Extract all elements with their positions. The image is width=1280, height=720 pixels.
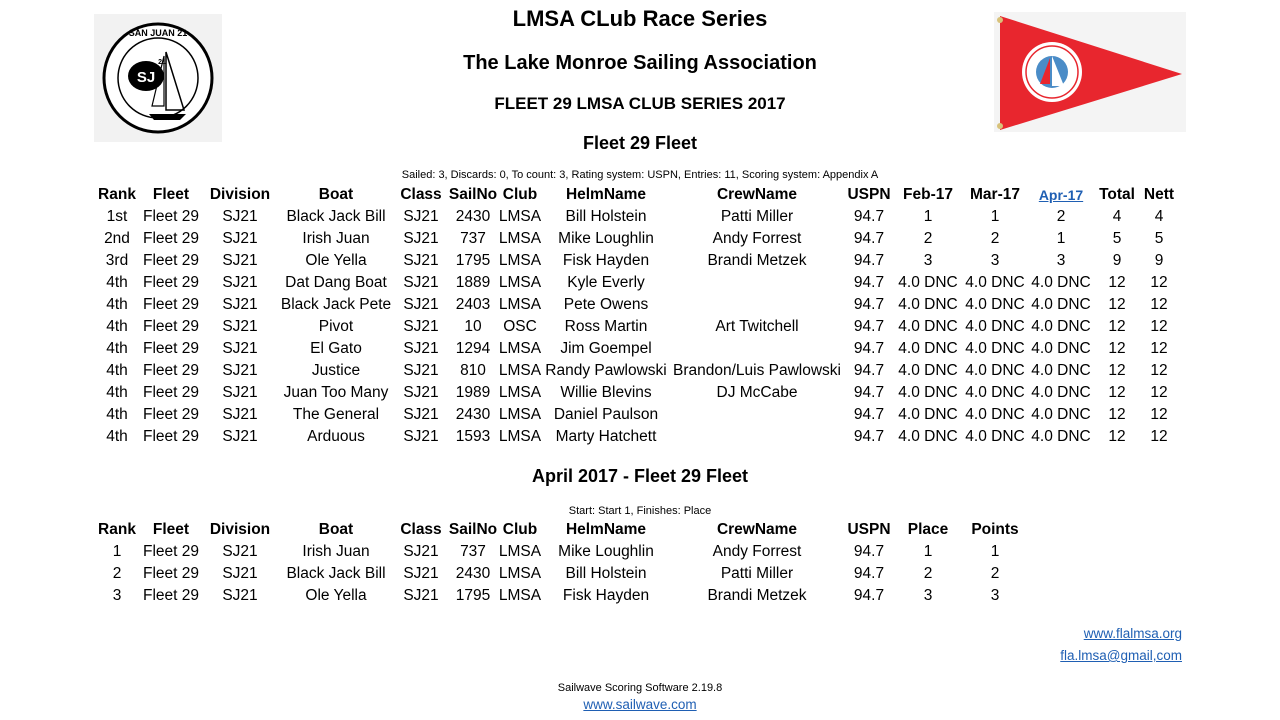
table-cell: 1795 — [455, 587, 491, 604]
table-cell: 4th — [106, 340, 128, 357]
table-cell: SJ21 — [222, 340, 258, 357]
table-cell: SJ21 — [222, 362, 258, 379]
table-cell: 9 — [1112, 252, 1122, 269]
software-credit: Sailwave Scoring Software 2.19.8 — [557, 682, 723, 694]
table-cell: Marty Hatchett — [555, 428, 657, 445]
svg-text:SAN JUAN 21: SAN JUAN 21 — [128, 28, 188, 38]
table-cell: 4.0 DNC — [898, 362, 958, 379]
table-cell: 3rd — [105, 252, 129, 269]
table-cell: Fleet 29 — [142, 230, 199, 247]
table-cell: Mike Loughlin — [558, 543, 654, 560]
table-cell: 4.0 DNC — [898, 428, 958, 445]
table-cell: Patti Miller — [720, 565, 794, 582]
table-cell: SJ21 — [222, 296, 258, 313]
table-cell: 12 — [1150, 318, 1168, 335]
table-cell: Andy Forrest — [712, 230, 802, 247]
table-cell: 4.0 DNC — [965, 384, 1025, 401]
table-cell: Fleet 29 — [142, 340, 199, 357]
table-row — [94, 563, 1028, 585]
table-cell: 1 — [1056, 230, 1066, 247]
sailwave-link[interactable]: www.sailwave.com — [583, 697, 697, 712]
table-cell: Pete Owens — [563, 296, 649, 313]
table-cell: Andy Forrest — [712, 543, 802, 560]
table-cell: 94.7 — [853, 362, 885, 379]
col-fleet: Fleet — [152, 521, 190, 538]
table-cell: 1 — [112, 543, 122, 560]
col-feb-17: Feb-17 — [903, 186, 953, 203]
table-cell: SJ21 — [403, 565, 439, 582]
table-cell: Dat Dang Boat — [285, 274, 387, 291]
table-cell — [670, 338, 844, 360]
race-results-table — [94, 519, 1028, 607]
col-nett: Nett — [1143, 186, 1175, 203]
table-cell: 94.7 — [853, 318, 885, 335]
col-club: Club — [502, 521, 538, 538]
table-cell: 12 — [1150, 428, 1168, 445]
table-cell: 12 — [1108, 340, 1126, 357]
table-cell: 4.0 DNC — [1031, 274, 1091, 291]
table-cell: 4.0 DNC — [1031, 296, 1091, 313]
col-apr-17-link[interactable]: Apr-17 — [1038, 187, 1084, 203]
table-cell: 9 — [1154, 252, 1164, 269]
summary-info: Sailed: 3, Discards: 0, To count: 3, Rating system: USPN, Entries: 11, Scoring system: Appendix A — [401, 169, 879, 181]
table-cell: 3 — [990, 252, 1000, 269]
table-cell: 4.0 DNC — [965, 318, 1025, 335]
table-cell: 4.0 DNC — [965, 406, 1025, 423]
table-row — [94, 382, 1178, 404]
table-cell: Arduous — [307, 428, 365, 445]
table-cell: SJ21 — [222, 208, 258, 225]
table-cell: 12 — [1108, 296, 1126, 313]
table-cell: 94.7 — [853, 384, 885, 401]
table-cell: 5 — [1112, 230, 1122, 247]
table-cell: 2nd — [104, 230, 130, 247]
table-row — [94, 206, 1178, 228]
table-cell: 94.7 — [853, 296, 885, 313]
table-cell: LMSA — [498, 296, 542, 313]
table-cell: Fisk Hayden — [562, 587, 650, 604]
table-cell: 737 — [460, 230, 486, 247]
summary-results-table — [94, 184, 1178, 448]
race-header-row — [94, 519, 1028, 541]
table-cell: Justice — [311, 362, 361, 379]
table-cell: Fleet 29 — [142, 543, 199, 560]
table-cell: SJ21 — [403, 252, 439, 269]
table-cell: 4th — [106, 362, 128, 379]
table-cell: Fleet 29 — [142, 428, 199, 445]
table-cell: SJ21 — [222, 428, 258, 445]
table-cell: Willie Blevins — [560, 384, 652, 401]
table-cell: 1795 — [455, 252, 491, 269]
table-cell: 12 — [1150, 296, 1168, 313]
table-cell: 4.0 DNC — [1031, 318, 1091, 335]
organization-name: The Lake Monroe Sailing Association — [463, 52, 817, 74]
table-cell: 4th — [106, 384, 128, 401]
table-cell: 12 — [1150, 406, 1168, 423]
table-cell: LMSA — [498, 384, 542, 401]
table-cell: 4 — [1112, 208, 1122, 225]
table-row — [94, 228, 1178, 250]
col-boat: Boat — [318, 521, 354, 538]
table-cell: 4.0 DNC — [965, 274, 1025, 291]
table-cell: LMSA — [498, 406, 542, 423]
table-cell: 1989 — [455, 384, 491, 401]
page-title: LMSA CLub Race Series — [512, 6, 768, 31]
table-cell: LMSA — [498, 208, 542, 225]
table-cell: Fleet 29 — [142, 384, 199, 401]
table-cell: SJ21 — [222, 252, 258, 269]
table-cell: SJ21 — [222, 318, 258, 335]
table-cell: Fleet 29 — [142, 406, 199, 423]
table-cell: 2 — [112, 565, 122, 582]
table-cell: 2 — [990, 565, 1000, 582]
table-cell: Pivot — [318, 318, 354, 335]
table-cell: 4th — [106, 296, 128, 313]
table-cell: 4.0 DNC — [898, 296, 958, 313]
table-cell: LMSA — [498, 543, 542, 560]
table-cell: Black Jack Bill — [286, 565, 386, 582]
table-cell: 12 — [1108, 362, 1126, 379]
table-cell: 94.7 — [853, 406, 885, 423]
table-cell: Mike Loughlin — [558, 230, 654, 247]
table-cell: SJ21 — [222, 274, 258, 291]
table-cell: SJ21 — [403, 230, 439, 247]
table-cell: 4.0 DNC — [898, 406, 958, 423]
table-cell: 3 — [1056, 252, 1066, 269]
table-cell: Fleet 29 — [142, 587, 199, 604]
table-cell: Bill Holstein — [565, 208, 647, 225]
table-cell: 12 — [1150, 340, 1168, 357]
table-cell: Fisk Hayden — [562, 252, 650, 269]
table-cell: 4.0 DNC — [965, 362, 1025, 379]
website-link[interactable]: www.flalmsa.org — [1083, 626, 1182, 641]
table-row — [94, 316, 1178, 338]
col-rank: Rank — [98, 186, 136, 203]
table-cell: 2 — [1056, 208, 1066, 225]
table-cell: Fleet 29 — [142, 565, 199, 582]
table-cell: 1st — [106, 208, 128, 225]
table-cell: SJ21 — [403, 296, 439, 313]
table-cell: 2 — [990, 230, 1000, 247]
table-cell: 3 — [923, 587, 933, 604]
table-cell: 4.0 DNC — [898, 384, 958, 401]
table-cell: 737 — [460, 543, 486, 560]
table-cell: 1294 — [455, 340, 491, 357]
table-cell: Fleet 29 — [142, 252, 199, 269]
svg-text:21: 21 — [158, 59, 166, 66]
table-cell: Fleet 29 — [142, 274, 199, 291]
table-cell: 4 — [1154, 208, 1164, 225]
table-cell — [670, 426, 844, 448]
table-row — [94, 404, 1178, 426]
table-row — [94, 294, 1178, 316]
table-row — [94, 250, 1178, 272]
table-cell: 4.0 DNC — [1031, 340, 1091, 357]
table-cell: Ole Yella — [305, 252, 367, 269]
table-cell: 94.7 — [853, 230, 885, 247]
table-cell: 810 — [460, 362, 486, 379]
email-link[interactable]: fla.lmsa@gmail,com — [1060, 648, 1182, 663]
table-cell: SJ21 — [403, 340, 439, 357]
table-cell: Irish Juan — [302, 543, 370, 560]
col-class: Class — [400, 186, 442, 203]
table-cell: OSC — [503, 318, 537, 335]
col-division: Division — [209, 521, 271, 538]
col-crewname: CrewName — [716, 186, 798, 203]
table-cell: El Gato — [310, 340, 362, 357]
san-juan-21-logo — [94, 14, 222, 142]
table-cell: Ole Yella — [305, 587, 367, 604]
col-uspn: USPN — [847, 521, 891, 538]
table-cell: SJ21 — [403, 274, 439, 291]
table-row — [94, 360, 1178, 382]
table-cell: Fleet 29 — [142, 362, 199, 379]
table-cell: Fleet 29 — [142, 318, 199, 335]
table-cell: 3 — [923, 252, 933, 269]
footer-link-wrap — [0, 697, 1280, 712]
table-cell: SJ21 — [403, 587, 439, 604]
table-cell: 4.0 DNC — [1031, 362, 1091, 379]
table-cell: 5 — [1154, 230, 1164, 247]
table-cell: 4th — [106, 274, 128, 291]
svg-text:SJ: SJ — [136, 69, 156, 86]
table-cell: 4.0 DNC — [898, 340, 958, 357]
table-cell — [670, 272, 844, 294]
table-cell: SJ21 — [222, 230, 258, 247]
table-cell — [670, 294, 844, 316]
col-division: Division — [209, 186, 271, 203]
col-boat: Boat — [318, 186, 354, 203]
table-cell: SJ21 — [403, 318, 439, 335]
table-cell: 4.0 DNC — [1031, 428, 1091, 445]
table-cell: SJ21 — [403, 362, 439, 379]
table-cell: Jim Goempel — [560, 340, 652, 357]
col-total: Total — [1099, 186, 1135, 203]
table-cell: The General — [292, 406, 380, 423]
summary-header-row — [94, 184, 1178, 206]
table-cell: LMSA — [498, 565, 542, 582]
table-cell: 4th — [106, 428, 128, 445]
table-cell: Fleet 29 — [142, 296, 199, 313]
table-cell: Black Jack Pete — [280, 296, 392, 313]
table-cell: LMSA — [498, 428, 542, 445]
table-row — [94, 541, 1028, 563]
table-cell: 4th — [106, 318, 128, 335]
table-row — [94, 426, 1178, 448]
table-cell: 12 — [1108, 274, 1126, 291]
table-row — [94, 272, 1178, 294]
table-cell: 2403 — [455, 296, 491, 313]
table-cell: 1 — [923, 543, 933, 560]
table-cell: Bill Holstein — [565, 565, 647, 582]
table-cell: 2430 — [455, 208, 491, 225]
table-cell: 2 — [923, 565, 933, 582]
table-cell: SJ21 — [222, 543, 258, 560]
table-cell: Juan Too Many — [283, 384, 389, 401]
table-cell: SJ21 — [222, 406, 258, 423]
table-cell: Brandi Metzek — [707, 252, 807, 269]
table-cell: 4.0 DNC — [898, 274, 958, 291]
table-cell: Ross Martin — [564, 318, 648, 335]
table-cell: 4.0 DNC — [1031, 406, 1091, 423]
table-cell: 12 — [1108, 428, 1126, 445]
col-fleet: Fleet — [152, 186, 190, 203]
table-cell: 94.7 — [853, 587, 885, 604]
col-crewname: CrewName — [716, 521, 798, 538]
table-cell: 12 — [1108, 318, 1126, 335]
table-cell: LMSA — [498, 340, 542, 357]
table-cell: 10 — [464, 318, 482, 335]
table-cell: Patti Miller — [720, 208, 794, 225]
table-cell: 1 — [923, 208, 933, 225]
table-cell: 4.0 DNC — [965, 340, 1025, 357]
table-cell: 94.7 — [853, 428, 885, 445]
col-uspn: USPN — [847, 186, 891, 203]
col-sailno: SailNo — [448, 521, 498, 538]
col-rank: Rank — [98, 521, 136, 538]
table-cell: 94.7 — [853, 208, 885, 225]
table-cell: LMSA — [498, 362, 542, 379]
race-title: April 2017 - Fleet 29 Fleet — [531, 466, 749, 486]
table-cell: 4th — [106, 406, 128, 423]
col-points: Points — [971, 521, 1019, 538]
col-class: Class — [400, 521, 442, 538]
col-helmname: HelmName — [565, 186, 647, 203]
table-cell: 94.7 — [853, 274, 885, 291]
table-cell: 94.7 — [853, 565, 885, 582]
table-cell — [670, 404, 844, 426]
table-cell: Black Jack Bill — [286, 208, 386, 225]
table-cell: 3 — [990, 587, 1000, 604]
table-cell: LMSA — [498, 252, 542, 269]
table-cell: DJ McCabe — [716, 384, 798, 401]
table-cell: 1 — [990, 543, 1000, 560]
table-cell: SJ21 — [222, 384, 258, 401]
table-cell: 4.0 DNC — [965, 296, 1025, 313]
table-cell: Art Twitchell — [715, 318, 799, 335]
col-club: Club — [502, 186, 538, 203]
table-cell: 1 — [990, 208, 1000, 225]
race-info: Start: Start 1, Finishes: Place — [568, 505, 712, 517]
table-cell: Brandi Metzek — [707, 587, 807, 604]
table-cell: SJ21 — [222, 565, 258, 582]
table-row — [94, 338, 1178, 360]
table-cell: 4.0 DNC — [898, 318, 958, 335]
table-cell: SJ21 — [222, 587, 258, 604]
table-cell: 12 — [1150, 384, 1168, 401]
table-cell: 2430 — [455, 565, 491, 582]
table-cell: LMSA — [498, 230, 542, 247]
table-cell: LMSA — [498, 274, 542, 291]
table-cell: 2 — [923, 230, 933, 247]
summary-title: Fleet 29 Fleet — [582, 133, 698, 153]
table-cell: 12 — [1108, 406, 1126, 423]
table-cell: 2430 — [455, 406, 491, 423]
series-title: FLEET 29 LMSA CLUB SERIES 2017 — [494, 94, 786, 113]
table-cell: 1593 — [455, 428, 491, 445]
table-cell: Kyle Everly — [567, 274, 645, 291]
table-cell: 94.7 — [853, 252, 885, 269]
table-cell: SJ21 — [403, 384, 439, 401]
table-cell: 4.0 DNC — [965, 428, 1025, 445]
table-cell: SJ21 — [403, 208, 439, 225]
col-place: Place — [907, 521, 949, 538]
table-cell: 12 — [1150, 274, 1168, 291]
table-cell: 12 — [1108, 384, 1126, 401]
table-cell: LMSA — [498, 587, 542, 604]
table-cell: SJ21 — [403, 406, 439, 423]
table-cell: Randy Pawlowski — [545, 362, 667, 379]
table-cell: SJ21 — [403, 543, 439, 560]
table-cell: 94.7 — [853, 340, 885, 357]
table-cell: Brandon/Luis Pawlowski — [672, 362, 841, 379]
table-cell: 4.0 DNC — [1031, 384, 1091, 401]
table-cell: 3 — [112, 587, 122, 604]
table-cell: 1889 — [455, 274, 491, 291]
table-cell: Irish Juan — [302, 230, 370, 247]
table-cell: SJ21 — [403, 428, 439, 445]
col-helmname: HelmName — [565, 521, 647, 538]
table-row — [94, 585, 1028, 607]
table-cell: 12 — [1150, 362, 1168, 379]
table-cell: Fleet 29 — [142, 208, 199, 225]
col-sailno: SailNo — [448, 186, 498, 203]
table-cell: Daniel Paulson — [553, 406, 659, 423]
table-cell: 94.7 — [853, 543, 885, 560]
col-mar-17: Mar-17 — [970, 186, 1020, 203]
